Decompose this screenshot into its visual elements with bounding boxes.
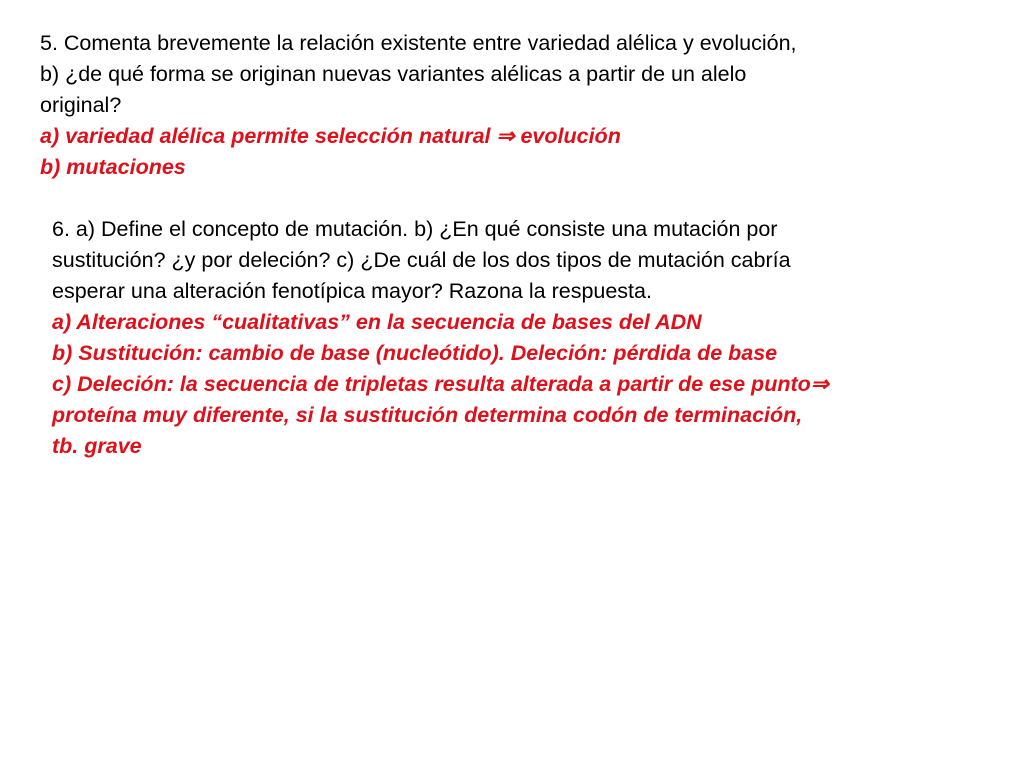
question-6-prompt-line-1: 6. a) Define el concepto de mutación. b) ¿En qué consiste una mutación por xyxy=(52,217,778,241)
question-6-answer-c-line-2: proteína muy diferente, si la sustitución determina codón de terminación, xyxy=(52,403,803,427)
question-6-answer-c-line-1: c) Deleción: la secuencia de tripletas resulta alterada a partir de ese punto⇒ xyxy=(52,372,829,396)
question-6-answer-a: a) Alteraciones “cualitativas” en la secuencia de bases del ADN xyxy=(52,310,702,334)
question-5-prompt-line-1: 5. Comenta brevemente la relación existente entre variedad alélica y evolución, xyxy=(40,31,797,55)
question-5-prompt-line-3: original? xyxy=(40,93,122,117)
question-6-answer-c-line-3: tb. grave xyxy=(52,434,142,458)
question-5-answer-a: a) variedad alélica permite selección natural ⇒ evolución xyxy=(40,124,621,148)
question-5-block xyxy=(40,28,797,183)
question-6-prompt-line-2: sustitución? ¿y por deleción? c) ¿De cuál de los dos tipos de mutación cabría xyxy=(52,248,791,272)
question-6-prompt-line-3: esperar una alteración fenotípica mayor? Razona la respuesta. xyxy=(52,279,652,303)
question-6-answer-b: b) Sustitución: cambio de base (nucleótido). Deleción: pérdida de base xyxy=(52,341,778,365)
question-5-answer-b: b) mutaciones xyxy=(40,155,186,179)
question-5-prompt-line-2: b) ¿de qué forma se originan nuevas variantes alélicas a partir de un alelo xyxy=(40,62,747,86)
question-6-block xyxy=(52,214,829,462)
